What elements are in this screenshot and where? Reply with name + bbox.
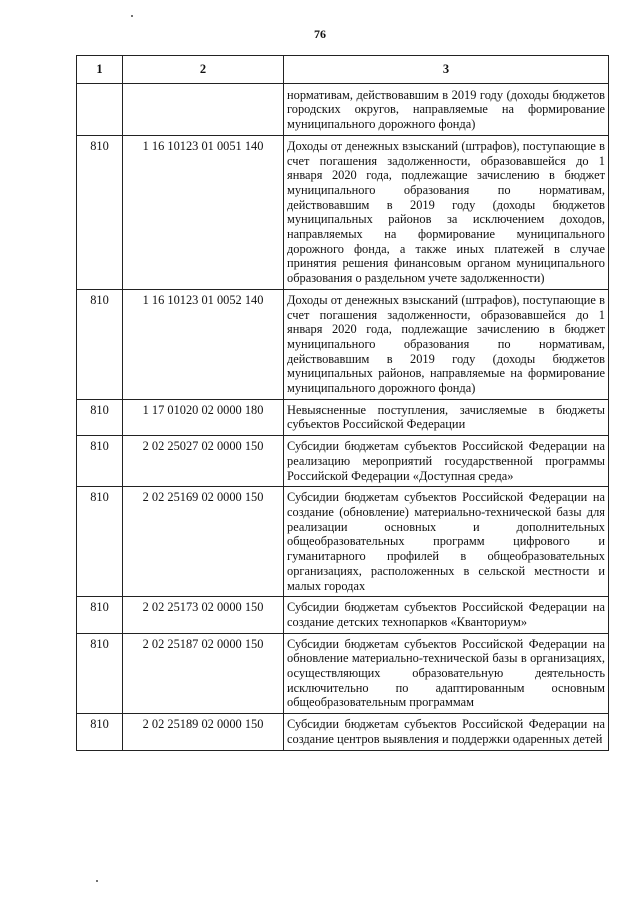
page-number: 76	[314, 27, 326, 41]
kbk-code-cell: 1 16 10123 01 0051 140	[123, 135, 284, 289]
kbk-code-cell: 1 17 01020 02 0000 180	[123, 399, 284, 435]
table-row	[77, 714, 609, 750]
admin-code-cell: 810	[77, 633, 123, 714]
description-cell: Субсидии бюджетам субъектов Российской Федерации на создание детских технопарков «Кванториум»	[284, 597, 609, 633]
table-header-row	[77, 56, 609, 84]
kbk-code-cell: 2 02 25027 02 0000 150	[123, 436, 284, 487]
admin-code-cell: 810	[77, 597, 123, 633]
column-header-3: 3	[284, 56, 609, 84]
admin-code-cell: 810	[77, 714, 123, 750]
revenue-classification-table	[76, 55, 609, 751]
admin-code-cell: 810	[77, 436, 123, 487]
scan-speck	[96, 880, 98, 882]
description-cell: Доходы от денежных взысканий (штрафов), поступающие в счет погашения задолженности, образовавшейся до 1 января 2020 года, подлежащие зачислению в бюджет муниципального образования по нормативам, действовавшим в 2019 году (доходы бюджетов муниципальных районов за исключением доходов, направляемых на формирование муниципального дорожного фонда, а также иных платежей в случае принятия решения финансовым органом муниципального образования о раздельном учете задолженности)	[284, 135, 609, 289]
description-cell: Субсидии бюджетам субъектов Российской Федерации на создание (обновление) материально-технической базы для реализации основных и дополнительных общеобразовательных программ цифрового и гуманитарного профилей в общеобразовательных организациях, расположенных в сельской местности и малых городах	[284, 487, 609, 597]
table-row-continuation	[77, 83, 609, 135]
kbk-code-cell: 2 02 25173 02 0000 150	[123, 597, 284, 633]
description-cell: Невыясненные поступления, зачисляемые в бюджеты субъектов Российской Федерации	[284, 399, 609, 435]
description-cell: Доходы от денежных взысканий (штрафов), поступающие в счет погашения задолженности, образовавшейся до 1 января 2020 года, подлежащие зачислению в бюджет муниципального образования по нормативам, действовавшим в 2019 году (доходы бюджетов муниципальных районов, направляемые на формирование муниципального дорожного фонда)	[284, 289, 609, 399]
admin-code-cell: 810	[77, 487, 123, 597]
description-cell: нормативам, действовавшим в 2019 году (доходы бюджетов городских округов, направляемые на формирование муниципального дорожного фонда)	[284, 83, 609, 135]
table-row	[77, 399, 609, 435]
table-row	[77, 135, 609, 289]
kbk-code-cell: 1 16 10123 01 0052 140	[123, 289, 284, 399]
table-row	[77, 436, 609, 487]
admin-code-cell: 810	[77, 289, 123, 399]
table-row	[77, 597, 609, 633]
kbk-code-cell: 2 02 25187 02 0000 150	[123, 633, 284, 714]
kbk-cell	[123, 83, 284, 135]
table-row	[77, 289, 609, 399]
column-header-1: 1	[77, 56, 123, 84]
kbk-code-cell: 2 02 25169 02 0000 150	[123, 487, 284, 597]
admin-code-cell: 810	[77, 135, 123, 289]
description-cell: Субсидии бюджетам субъектов Российской Федерации на создание центров выявления и поддержки одаренных детей	[284, 714, 609, 750]
table-row	[77, 487, 609, 597]
description-cell: Субсидии бюджетам субъектов Российской Федерации на реализацию мероприятий государственной программы Российской Федерации «Доступная среда»	[284, 436, 609, 487]
table-row	[77, 633, 609, 714]
code-cell	[77, 83, 123, 135]
admin-code-cell: 810	[77, 399, 123, 435]
scan-speck	[131, 15, 133, 17]
column-header-2: 2	[123, 56, 284, 84]
description-cell: Субсидии бюджетам субъектов Российской Федерации на обновление материально-технической базы в организациях, осуществляющих образовательную деятельность исключительно по адаптированным основным общеобразовательным программам	[284, 633, 609, 714]
kbk-code-cell: 2 02 25189 02 0000 150	[123, 714, 284, 750]
